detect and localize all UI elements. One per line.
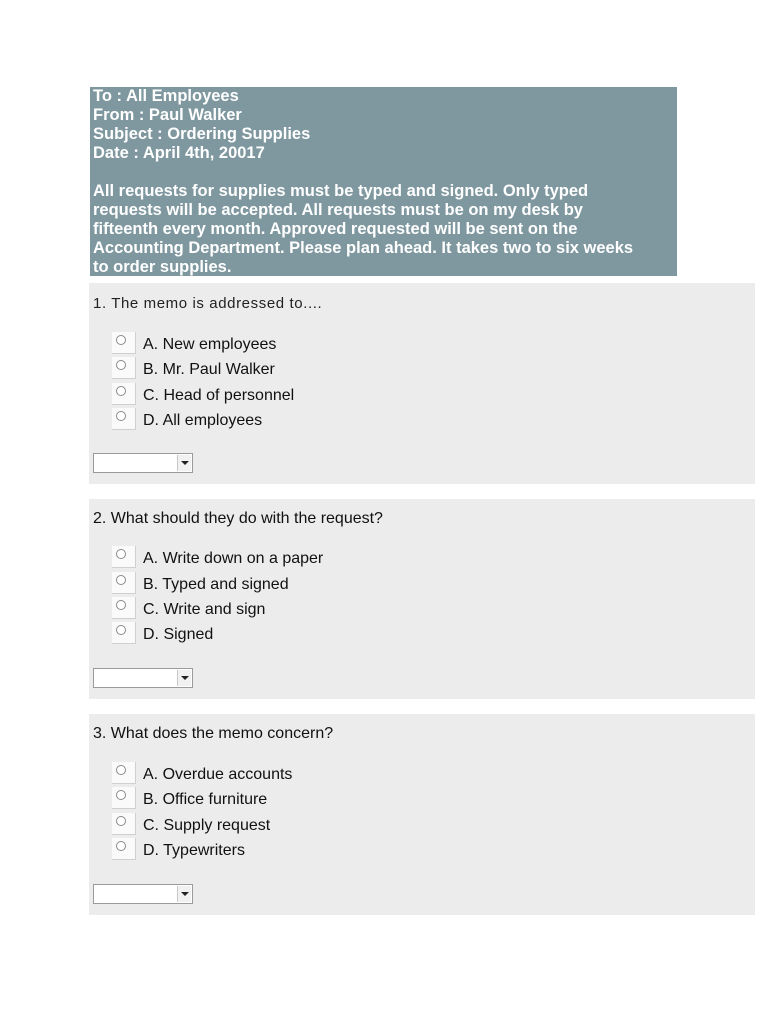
question-2-option-c[interactable] <box>112 597 512 619</box>
radio-circle-icon <box>116 841 126 851</box>
option-label: B. Typed and signed <box>143 576 289 593</box>
radio-button[interactable] <box>112 332 136 354</box>
option-label: B. Mr. Paul Walker <box>143 361 275 378</box>
radio-circle-icon <box>116 765 126 775</box>
question-1-option-b[interactable] <box>112 357 512 379</box>
radio-button[interactable] <box>112 572 136 594</box>
memo-body-line: All requests for supplies must be typed and signed. Only typed <box>93 182 589 200</box>
radio-button[interactable] <box>112 838 136 860</box>
radio-circle-icon <box>116 816 126 826</box>
memo-body <box>93 182 674 277</box>
option-label: B. Office furniture <box>143 791 268 808</box>
question-1-option-a[interactable] <box>112 332 512 354</box>
radio-button[interactable] <box>112 383 136 405</box>
question-3-option-c[interactable] <box>112 813 512 835</box>
radio-circle-icon <box>116 386 126 396</box>
question-1-answer-select[interactable] <box>93 453 193 473</box>
option-label: A. Write down on a paper <box>143 550 324 567</box>
option-label: C. Head of personnel <box>143 387 295 404</box>
radio-circle-icon <box>116 625 126 635</box>
question-1-option-c[interactable] <box>112 383 512 405</box>
radio-circle-icon <box>116 549 126 559</box>
radio-circle-icon <box>116 335 126 345</box>
question-1-text: 1. The memo is addressed to.... <box>93 295 323 312</box>
option-label: D. Typewriters <box>143 842 245 859</box>
chevron-down-icon[interactable] <box>177 670 191 686</box>
question-3-text: 3. What does the memo concern? <box>93 725 334 742</box>
question-2-text: 2. What should they do with the request? <box>93 510 383 527</box>
radio-circle-icon <box>116 575 126 585</box>
radio-circle-icon <box>116 360 126 370</box>
memo-body-line: to order supplies. <box>93 258 232 276</box>
question-3-option-d[interactable] <box>112 838 512 860</box>
memo-body-line: Accounting Department. Please plan ahead. It takes two to six weeks <box>93 239 634 257</box>
question-3-option-a[interactable] <box>112 762 512 784</box>
option-label: C. Supply request <box>143 817 271 834</box>
radio-button[interactable] <box>112 813 136 835</box>
radio-button[interactable] <box>112 762 136 784</box>
question-2-option-a[interactable] <box>112 546 512 568</box>
question-1-option-d[interactable] <box>112 408 512 430</box>
question-2-answer-select[interactable] <box>93 668 193 688</box>
question-3-answer-select[interactable] <box>93 884 193 904</box>
question-2-option-b[interactable] <box>112 572 512 594</box>
memo-box <box>90 87 677 276</box>
memo-date: Date : April 4th, 20017 <box>93 144 265 162</box>
radio-button[interactable] <box>112 787 136 809</box>
radio-button[interactable] <box>112 408 136 430</box>
radio-button[interactable] <box>112 546 136 568</box>
question-2-option-d[interactable] <box>112 622 512 644</box>
chevron-down-icon[interactable] <box>177 455 191 471</box>
memo-to: To : All Employees <box>93 87 239 105</box>
radio-circle-icon <box>116 790 126 800</box>
question-1-box <box>89 283 755 484</box>
memo-body-line: fifteenth every month. Approved requested will be sent on the <box>93 220 578 238</box>
option-label: D. Signed <box>143 626 214 643</box>
radio-button[interactable] <box>112 622 136 644</box>
radio-circle-icon <box>116 411 126 421</box>
question-2-box <box>89 499 755 699</box>
option-label: A. New employees <box>143 336 277 353</box>
radio-button[interactable] <box>112 357 136 379</box>
radio-circle-icon <box>116 600 126 610</box>
option-label: C. Write and sign <box>143 601 266 618</box>
memo-from: From : Paul Walker <box>93 106 242 124</box>
question-3-option-b[interactable] <box>112 787 512 809</box>
chevron-down-icon[interactable] <box>177 886 191 902</box>
question-3-box <box>89 714 755 915</box>
radio-button[interactable] <box>112 597 136 619</box>
memo-subject: Subject : Ordering Supplies <box>93 125 311 143</box>
option-label: A. Overdue accounts <box>143 766 293 783</box>
option-label: D. All employees <box>143 412 263 429</box>
memo-body-line: requests will be accepted. All requests must be on my desk by <box>93 201 583 219</box>
